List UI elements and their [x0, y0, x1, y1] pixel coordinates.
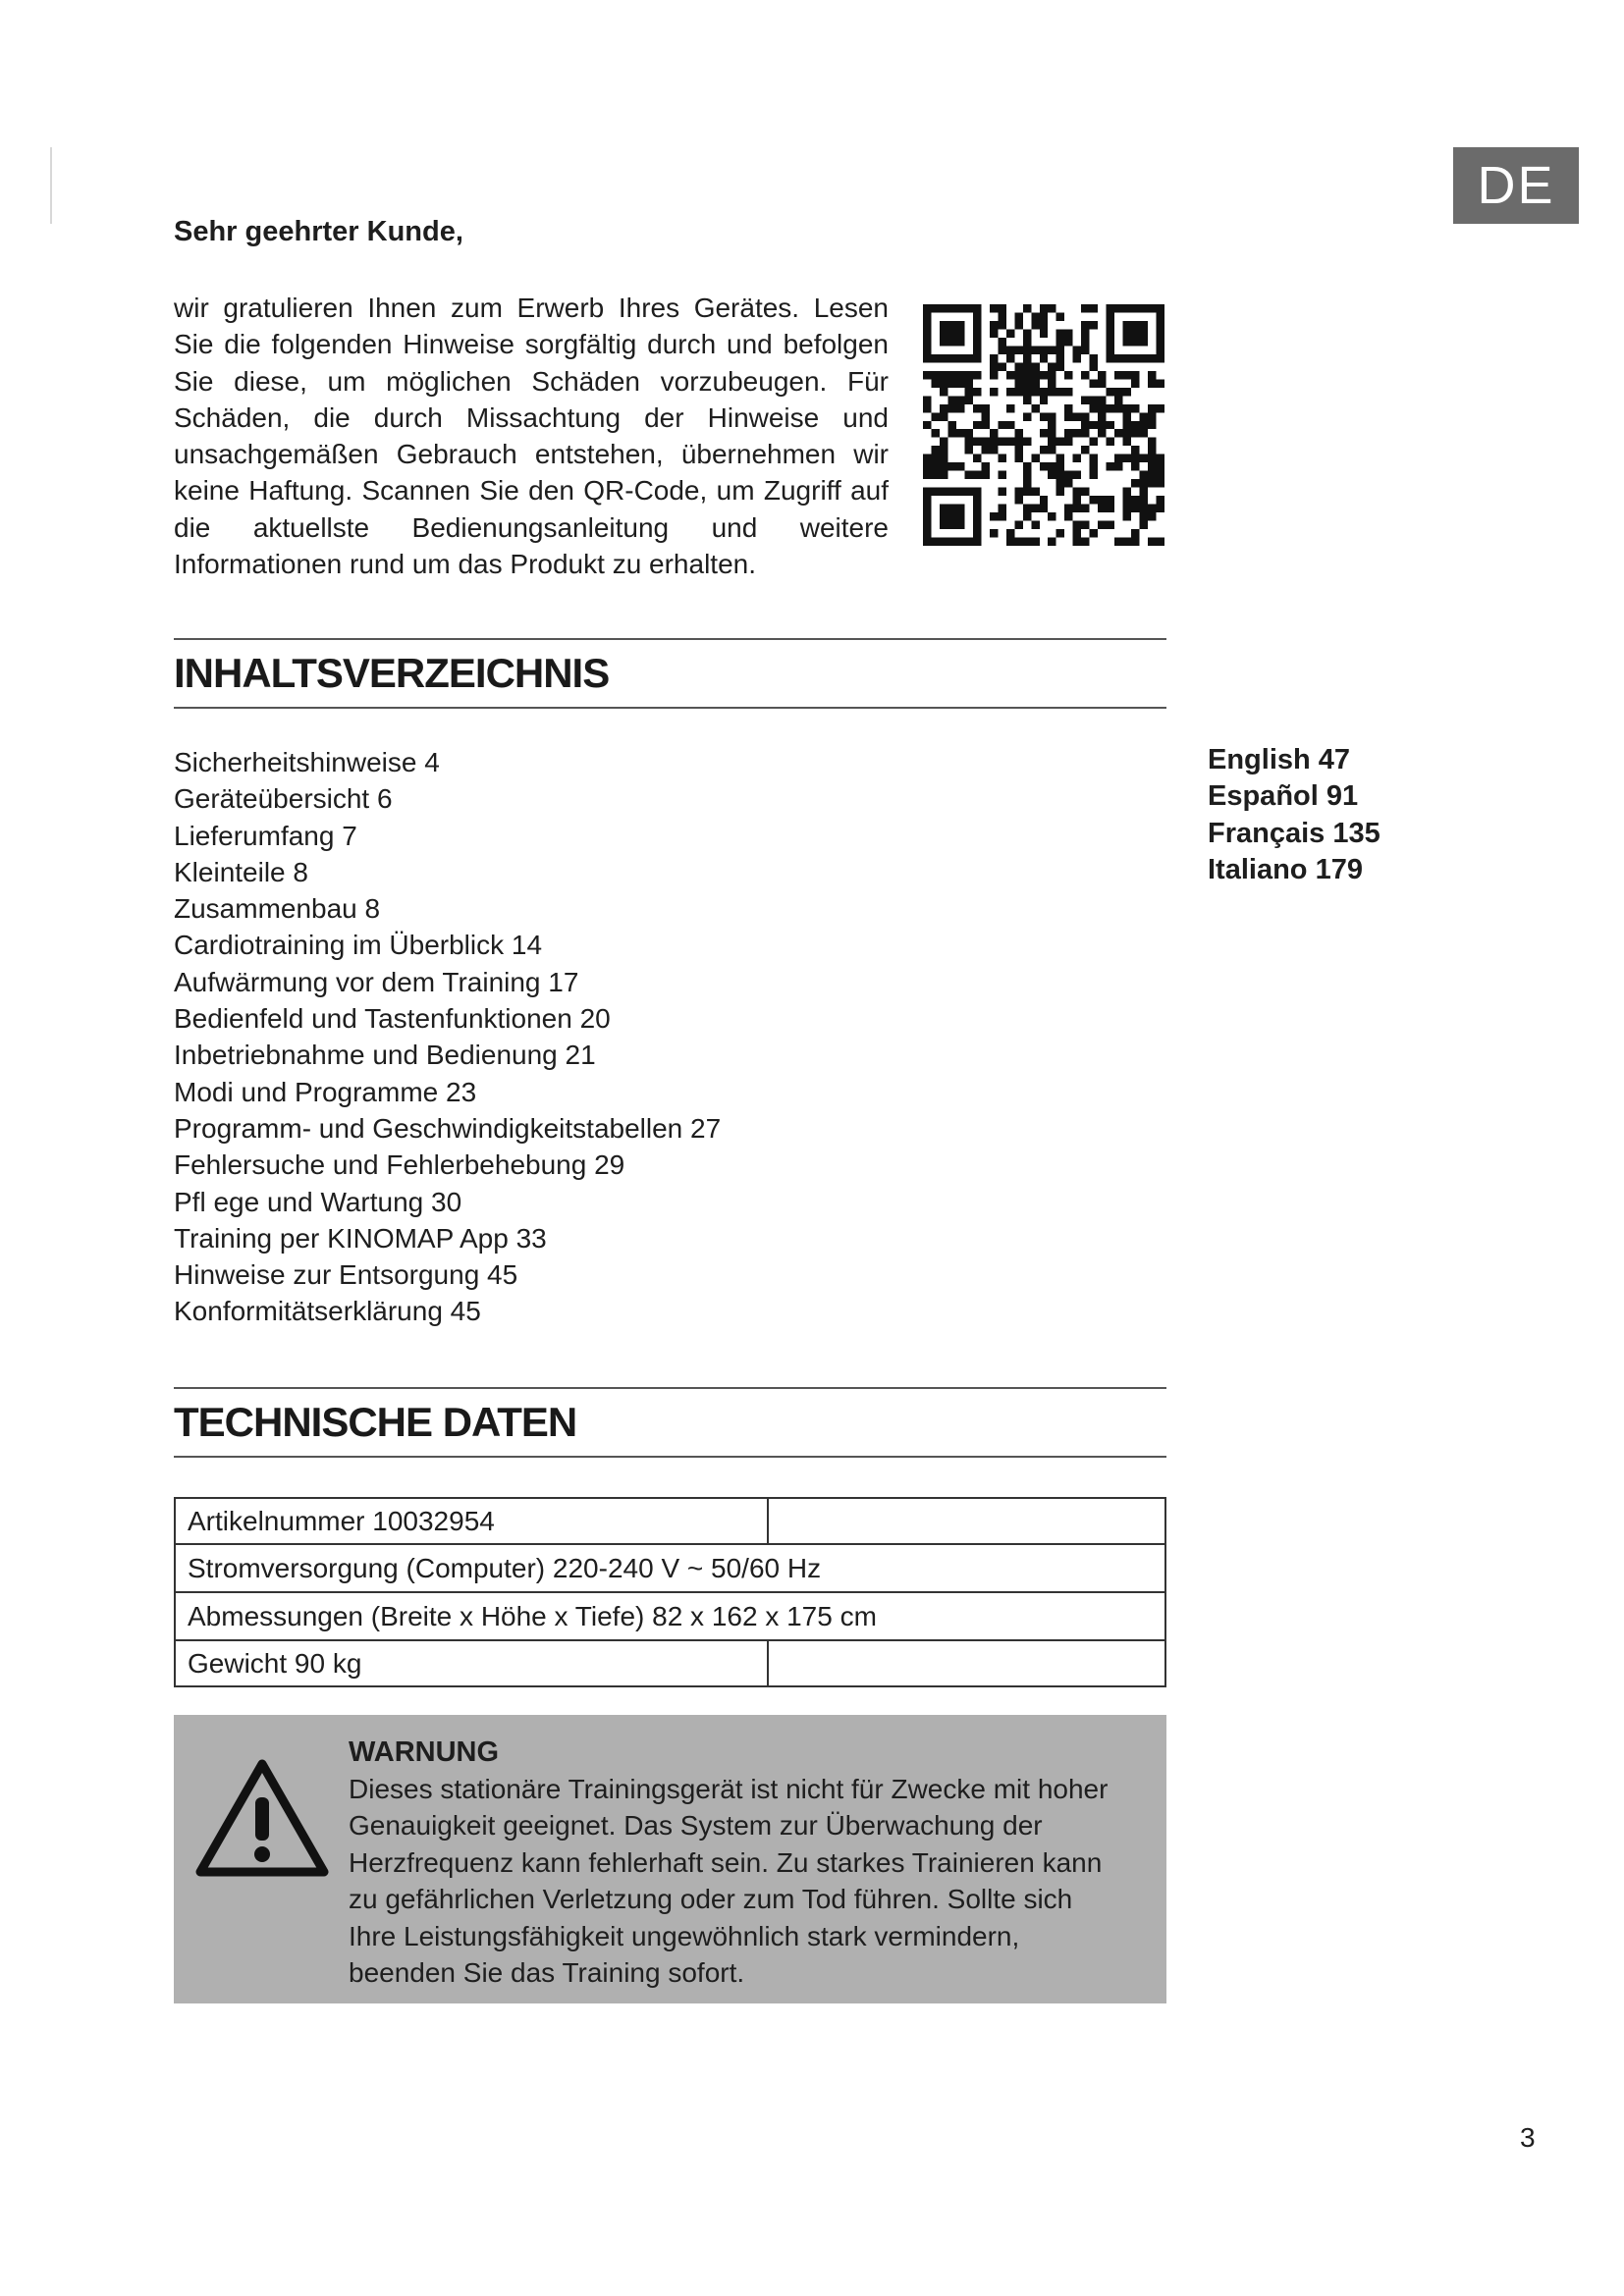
language-tab: DE [1453, 147, 1579, 224]
warning-line: zu gefährlichen Verletzung oder zum Tod führen. Sollte sich [349, 1884, 1073, 1915]
spec-empty-cell [768, 1640, 1165, 1686]
qr-code [923, 304, 1164, 546]
warning-text [349, 1735, 1154, 1991]
warning-box [174, 1715, 1166, 2003]
warning-triangle-icon [193, 1756, 331, 1880]
toc-item[interactable]: Aufwärmung vor dem Training 17 [174, 966, 579, 997]
table-row [175, 1498, 1165, 1544]
table-row [175, 1640, 1165, 1686]
page-number: 3 [1520, 2122, 1536, 2153]
intro-paragraph: wir gratulieren Ihnen zum Erwerb Ihres Gerätes. Lesen Sie die folgenden Hinweise sorgfältig durch und befolgen Sie diese, um möglichen Schäden vorzubeugen. Für Schäden, die durch Missachtung der Hinweise und unsachgemäßen Gebrauch entstehen, übernehmen wir keine Haftung. Scannen Sie den QR-Code, um Zugriff auf die aktuellste Bedienungsanleitung und weitere Informationen rund um das Produkt zu erhalten. [174, 293, 889, 580]
toc-section-header [174, 638, 1166, 709]
toc-item[interactable]: Programm- und Geschwindigkeitstabellen 27 [174, 1112, 722, 1144]
toc-item[interactable]: Fehlersuche und Fehlerbehebung 29 [174, 1149, 625, 1181]
toc-item[interactable]: Modi und Programme 23 [174, 1076, 477, 1107]
specs-section-header [174, 1387, 1166, 1458]
warning-line: Genauigkeit geeignet. Das System zur Überwachung der [349, 1810, 1043, 1842]
specs-heading: TECHNISCHE DATEN [174, 1399, 577, 1445]
toc-item[interactable]: Geräteübersicht 6 [174, 783, 393, 815]
spec-power-supply: Stromversorgung (Computer) 220-240 V ~ 50/60 Hz [175, 1544, 1165, 1592]
warning-line: Herzfrequenz kann fehlerhaft sein. Zu starkes Trainieren kann [349, 1846, 1103, 1878]
toc-item[interactable]: Inbetriebnahme und Bedienung 21 [174, 1040, 596, 1071]
toc-item[interactable]: Training per KINOMAP App 33 [174, 1222, 547, 1254]
spec-empty-cell [768, 1498, 1165, 1544]
toc-item[interactable]: Hinweise zur Entsorgung 45 [174, 1259, 518, 1291]
warning-line: Ihre Leistungsfähigkeit ungewöhnlich stark vermindern, [349, 1920, 1020, 1951]
spec-weight: Gewicht 90 kg [175, 1640, 768, 1686]
language-link-english[interactable]: English 47 [1208, 744, 1351, 775]
language-index [1208, 742, 1380, 888]
warning-title: WARNUNG [349, 1736, 500, 1768]
toc-item[interactable]: Zusammenbau 8 [174, 893, 381, 925]
toc-list [174, 744, 721, 1330]
language-link-italiano[interactable]: Italiano 179 [1208, 853, 1363, 885]
toc-item[interactable]: Konformitätserklärung 45 [174, 1296, 481, 1327]
toc-item[interactable]: Bedienfeld und Tastenfunktionen 20 [174, 1003, 611, 1035]
table-row [175, 1544, 1165, 1592]
warning-line: Dieses stationäre Trainingsgerät ist nicht für Zwecke mit hoher [349, 1774, 1109, 1804]
spec-article-number: Artikelnummer 10032954 [175, 1498, 768, 1544]
toc-item[interactable]: Kleinteile 8 [174, 856, 308, 887]
toc-item[interactable]: Lieferumfang 7 [174, 820, 357, 851]
margin-mark [50, 147, 52, 224]
language-link-francais[interactable]: Français 135 [1208, 817, 1380, 849]
spec-dimensions: Abmessungen (Breite x Höhe x Tiefe) 82 x 162 x 175 cm [175, 1592, 1165, 1640]
warning-line: beenden Sie das Training sofort. [349, 1957, 745, 1989]
language-link-espanol[interactable]: Español 91 [1208, 780, 1359, 813]
toc-item[interactable]: Pfl ege und Wartung 30 [174, 1186, 462, 1217]
specs-table [174, 1497, 1166, 1687]
greeting: Sehr geehrter Kunde, [174, 216, 463, 247]
toc-item[interactable]: Sicherheitshinweise 4 [174, 747, 440, 777]
toc-item[interactable]: Cardiotraining im Überblick 14 [174, 930, 543, 961]
toc-heading: INHALTSVERZEICHNIS [174, 650, 610, 696]
table-row [175, 1592, 1165, 1640]
